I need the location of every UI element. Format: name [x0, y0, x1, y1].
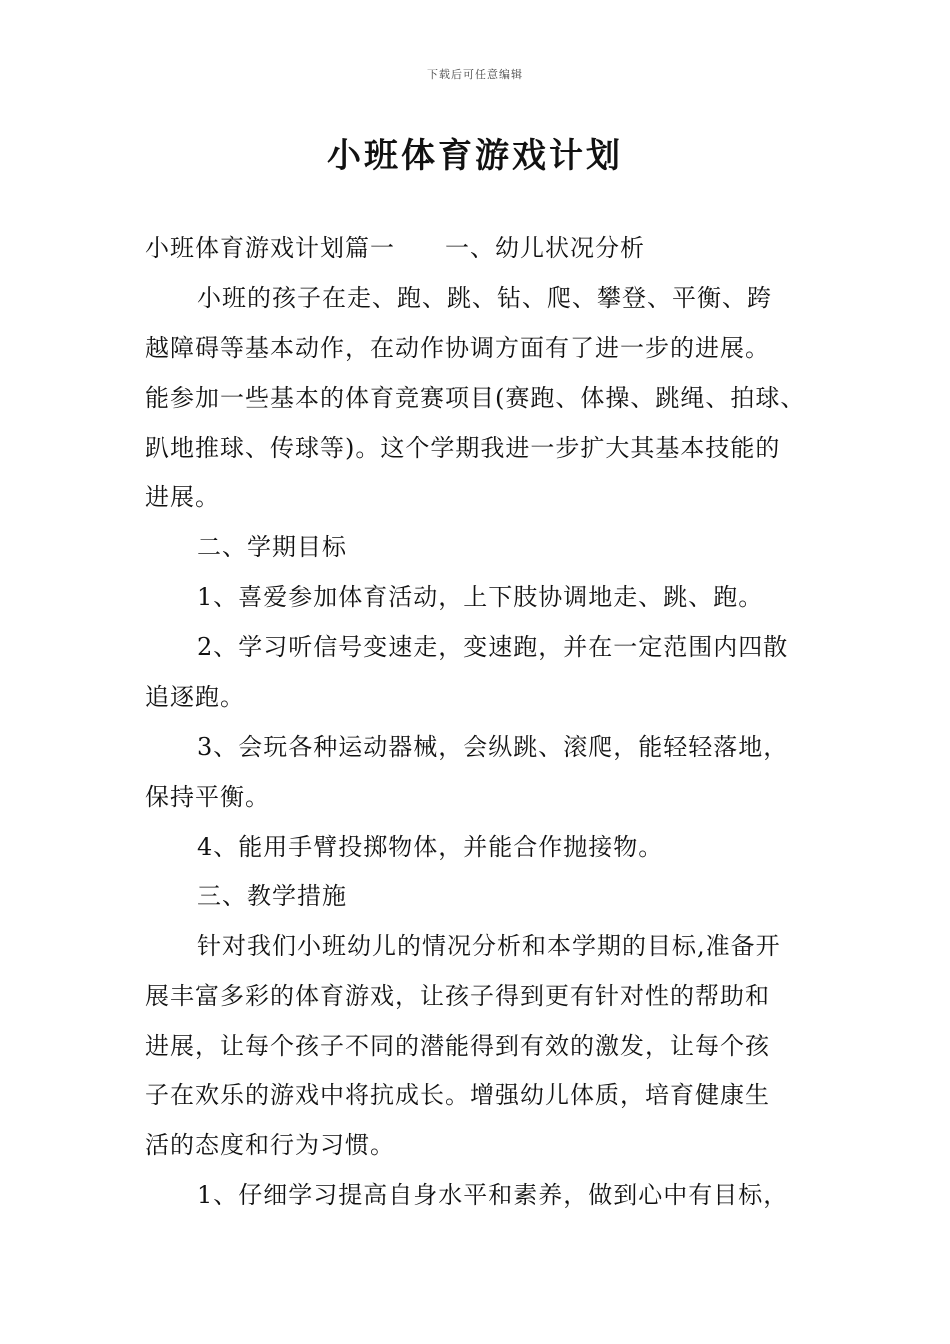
paragraph-line: 越障碍等基本动作，在动作协调方面有了进一步的进展。	[145, 334, 770, 362]
list-item: 2、学习听信号变速走，变速跑，并在一定范围内四散	[197, 633, 789, 661]
paragraph-line: 子在欢乐的游戏中将抗成长。增强幼儿体质，培育健康生	[145, 1081, 770, 1109]
paragraph-line: 能参加一些基本的体育竞赛项目(赛跑、体操、跳绳、拍球、	[145, 384, 806, 412]
paragraph-line: 进展。	[145, 483, 220, 511]
paragraph-line: 展丰富多彩的体育游戏，让孩子得到更有针对性的帮助和	[145, 982, 770, 1010]
paragraph-line: 针对我们小班幼儿的情况分析和本学期的目标,准备开	[197, 932, 781, 960]
document-title: 小班体育游戏计划	[327, 136, 623, 176]
list-item: 4、能用手臂投掷物体，并能合作抛接物。	[197, 833, 664, 861]
subtitle-right: 一、幼儿状况分析	[445, 234, 645, 262]
paragraph-line: 活的态度和行为习惯。	[145, 1131, 395, 1159]
paragraph-line: 趴地推球、传球等)。这个学期我进一步扩大其基本技能的	[145, 434, 781, 462]
paragraph-line: 进展，让每个孩子不同的潜能得到有效的激发，让每个孩	[145, 1032, 770, 1060]
section-heading: 二、学期目标	[197, 533, 347, 561]
list-item: 1、喜爱参加体育活动，上下肢协调地走、跳、跑。	[197, 583, 764, 611]
list-item-continuation: 保持平衡。	[145, 783, 270, 811]
list-item: 3、会玩各种运动器械，会纵跳、滚爬，能轻轻落地，	[197, 733, 789, 761]
section-heading: 三、教学措施	[197, 882, 347, 910]
section-heading-line	[145, 233, 645, 263]
list-item-continuation: 追逐跑。	[145, 683, 245, 711]
list-item: 1、仔细学习提高自身水平和素养，做到心中有目标，	[197, 1181, 789, 1209]
subtitle-left: 小班体育游戏计划篇一	[145, 234, 395, 262]
header-note: 下载后可任意编辑	[427, 68, 523, 81]
paragraph-line: 小班的孩子在走、跑、跳、钻、爬、攀登、平衡、跨	[197, 284, 772, 312]
